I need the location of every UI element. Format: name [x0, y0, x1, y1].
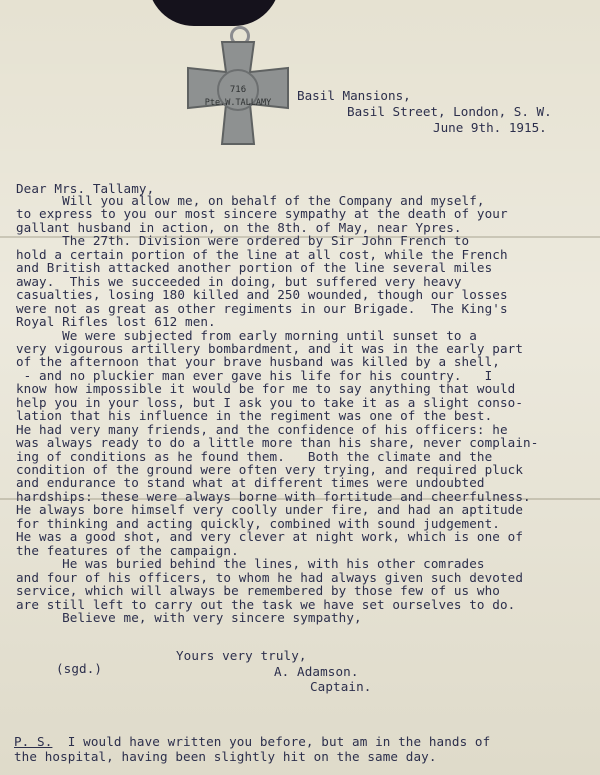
body-line: He always bore himself very coolly under fire, and had an aptitude [16, 502, 524, 518]
signed-mark: (sgd.) [56, 661, 103, 676]
body-line: hardships: these were always borne with fortitude and cheerfulness. [16, 488, 531, 504]
signatory-title: Captain. [310, 679, 372, 694]
signature: A. Adamson. [274, 664, 359, 679]
body-line: very vigourous artillery bombardment, and it was in the early part [16, 340, 524, 356]
body-line: and British attacked another portion of the line several miles [16, 260, 493, 276]
body-line: We were subjected from early morning until sunset to a [16, 327, 477, 343]
body-line: condition of the ground were often very trying, and required pluck [16, 462, 524, 477]
body-line: service, which will always be remembered by those few of us who [16, 583, 500, 599]
body-line: - and no pluckier man ever gave his life for his country. I [16, 367, 493, 383]
medal-inscription: Pte.W.TALLAMY [204, 98, 272, 108]
postscript-text: I would have written you before, but am in the hands of [52, 734, 491, 749]
body-line: ing of conditions as he found them. Both the climate and the [16, 448, 493, 464]
postscript-label: P. S. [14, 734, 53, 749]
body-line: of the afternoon that your brave husband was killed by a shell, [16, 354, 500, 370]
body-line: and endurance to stand what at different times were undoubted [16, 475, 485, 491]
memorial-cross-medal [184, 38, 292, 148]
body-line: He was a good shot, and very clever at night work, which is one of [16, 529, 524, 545]
salutation: Dear Mrs. Tallamy, [16, 181, 155, 196]
closing: Yours very truly, [176, 648, 307, 663]
body-line: Will you allow me, on behalf of the Company and myself, [16, 193, 485, 208]
body-line: are still left to carry out the task we have set ourselves to do. [16, 596, 516, 612]
body-line: Royal Rifles lost 612 men. [16, 314, 216, 330]
body-line: help you in your loss, but I ask you to take it as a slight conso- [16, 394, 524, 410]
body-line: were not as great as other regiments in our Brigade. The King's [16, 300, 508, 316]
address-line: Basil Street, London, S. W. [347, 104, 552, 119]
body-line: lation that his influence in the regiment was one of the best. [16, 408, 493, 424]
address-line: Basil Mansions, [297, 88, 411, 103]
medal-number: 716 [229, 85, 247, 95]
postscript-line: the hospital, having been slightly hit on the same day. [14, 749, 437, 764]
body-line: and four of his officers, to whom he had always given such devoted [16, 569, 524, 585]
body-line: gallant husband in action, on the 8th. of May, near Ypres. [16, 219, 462, 235]
body-line: the features of the campaign. [16, 542, 239, 558]
body-line: casualties, losing 180 killed and 250 wounded, though our losses [16, 287, 508, 303]
body-line: hold a certain portion of the line at all cost, while the French [16, 246, 508, 262]
body-line: He had very many friends, and the confidence of his officers: he [16, 421, 508, 437]
body-line: Believe me, with very sincere sympathy, [16, 609, 362, 625]
body-line: was always ready to do a little more than his share, never complain- [16, 435, 539, 451]
postscript-line [14, 735, 490, 748]
body-line: to express to you our most sincere sympathy at the death of your [16, 206, 508, 222]
medal-ribbon [148, 0, 280, 26]
body-line: away. This we succeeded in doing, but suffered very heavy [16, 273, 462, 289]
body-line: The 27th. Division were ordered by Sir John French to [16, 233, 470, 249]
body-line: for thinking and acting quickly, combined with sound judgement. [16, 515, 500, 531]
body-line: He was buried behind the lines, with his other comrades [16, 556, 485, 572]
letter-date: June 9th. 1915. [433, 120, 547, 135]
body-line: know how impossible it would be for me to say anything that would [16, 381, 516, 397]
